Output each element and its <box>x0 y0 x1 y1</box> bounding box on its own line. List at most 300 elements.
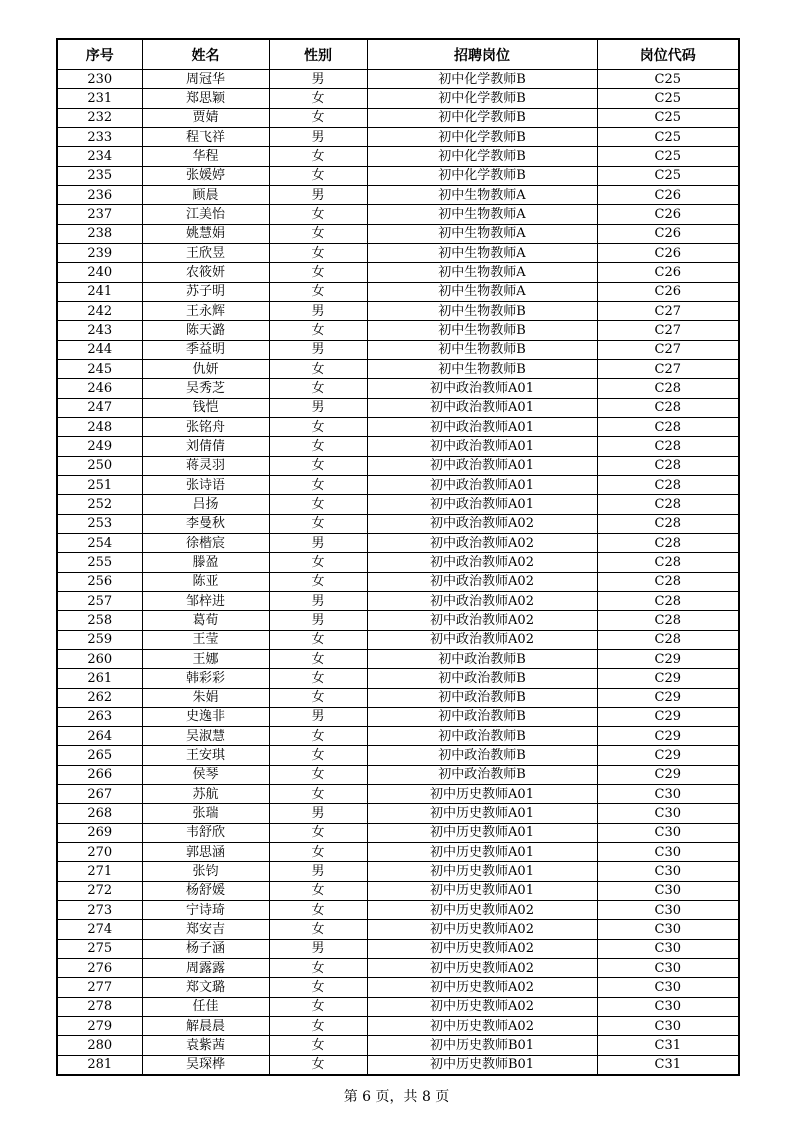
table-row <box>57 765 739 784</box>
table-row <box>57 727 739 746</box>
cell-gender: 男 <box>269 70 367 89</box>
cell-gender: 女 <box>269 901 367 920</box>
cell-position-code: C28 <box>597 533 739 552</box>
cell-gender: 女 <box>269 978 367 997</box>
cell-gender: 女 <box>269 1017 367 1036</box>
cell-gender: 女 <box>269 321 367 340</box>
cell-gender: 女 <box>269 997 367 1016</box>
cell-serial-number: 230 <box>57 70 142 89</box>
cell-serial-number: 280 <box>57 1036 142 1055</box>
header-serial-number: 序号 <box>57 39 142 70</box>
cell-serial-number: 263 <box>57 707 142 726</box>
table-row <box>57 185 739 204</box>
cell-name: 侯琴 <box>142 765 269 784</box>
cell-gender: 女 <box>269 282 367 301</box>
cell-name: 杨舒媛 <box>142 881 269 900</box>
cell-position-code: C28 <box>597 611 739 630</box>
cell-serial-number: 236 <box>57 185 142 204</box>
cell-name: 袁紫茜 <box>142 1036 269 1055</box>
header-name: 姓名 <box>142 39 269 70</box>
table-row <box>57 70 739 89</box>
cell-gender: 女 <box>269 417 367 436</box>
table-row <box>57 920 739 939</box>
cell-position: 初中生物教师B <box>367 340 597 359</box>
cell-position-code: C25 <box>597 89 739 108</box>
cell-position-code: C28 <box>597 495 739 514</box>
cell-serial-number: 246 <box>57 379 142 398</box>
cell-serial-number: 238 <box>57 224 142 243</box>
cell-position-code: C31 <box>597 1055 739 1075</box>
cell-serial-number: 251 <box>57 475 142 494</box>
cell-position-code: C25 <box>597 70 739 89</box>
table-row <box>57 688 739 707</box>
cell-name: 姚慧娟 <box>142 224 269 243</box>
cell-position: 初中化学教师B <box>367 127 597 146</box>
cell-position: 初中化学教师B <box>367 147 597 166</box>
cell-position-code: C30 <box>597 901 739 920</box>
table-row <box>57 611 739 630</box>
cell-gender: 男 <box>269 398 367 417</box>
cell-position: 初中政治教师A01 <box>367 417 597 436</box>
cell-position: 初中历史教师A02 <box>367 1017 597 1036</box>
cell-gender: 女 <box>269 1055 367 1075</box>
cell-name: 徐楷宸 <box>142 533 269 552</box>
table-row <box>57 901 739 920</box>
table-row <box>57 127 739 146</box>
cell-position-code: C29 <box>597 688 739 707</box>
cell-serial-number: 267 <box>57 785 142 804</box>
cell-name: 吴淑慧 <box>142 727 269 746</box>
cell-name: 郑安吉 <box>142 920 269 939</box>
cell-position: 初中历史教师A01 <box>367 862 597 881</box>
cell-position-code: C30 <box>597 959 739 978</box>
cell-gender: 女 <box>269 843 367 862</box>
cell-serial-number: 261 <box>57 669 142 688</box>
cell-name: 刘倩倩 <box>142 437 269 456</box>
table-row <box>57 243 739 262</box>
cell-name: 韩彩彩 <box>142 669 269 688</box>
cell-position-code: C30 <box>597 939 739 958</box>
cell-serial-number: 268 <box>57 804 142 823</box>
cell-position-code: C29 <box>597 649 739 668</box>
cell-name: 张媛婷 <box>142 166 269 185</box>
cell-position: 初中历史教师A01 <box>367 804 597 823</box>
cell-serial-number: 276 <box>57 959 142 978</box>
cell-serial-number: 266 <box>57 765 142 784</box>
cell-gender: 男 <box>269 591 367 610</box>
cell-serial-number: 262 <box>57 688 142 707</box>
table-row <box>57 881 739 900</box>
cell-serial-number: 258 <box>57 611 142 630</box>
table-row <box>57 301 739 320</box>
cell-name: 吴琛桦 <box>142 1055 269 1075</box>
cell-serial-number: 252 <box>57 495 142 514</box>
table-row <box>57 166 739 185</box>
cell-name: 吴秀芝 <box>142 379 269 398</box>
cell-serial-number: 281 <box>57 1055 142 1075</box>
cell-position: 初中政治教师B <box>367 669 597 688</box>
table-row <box>57 939 739 958</box>
table-row <box>57 959 739 978</box>
cell-gender: 女 <box>269 881 367 900</box>
cell-name: 张铭舟 <box>142 417 269 436</box>
cell-serial-number: 231 <box>57 89 142 108</box>
cell-name: 苏航 <box>142 785 269 804</box>
cell-position-code: C25 <box>597 127 739 146</box>
cell-serial-number: 255 <box>57 553 142 572</box>
header-gender: 性别 <box>269 39 367 70</box>
cell-gender: 女 <box>269 823 367 842</box>
cell-name: 史逸非 <box>142 707 269 726</box>
cell-serial-number: 245 <box>57 359 142 378</box>
table-row <box>57 379 739 398</box>
cell-position-code: C30 <box>597 862 739 881</box>
cell-gender: 女 <box>269 89 367 108</box>
candidate-table <box>56 38 740 1076</box>
cell-position-code: C28 <box>597 553 739 572</box>
cell-position-code: C26 <box>597 224 739 243</box>
cell-name: 华程 <box>142 147 269 166</box>
cell-position: 初中政治教师A01 <box>367 456 597 475</box>
cell-gender: 男 <box>269 185 367 204</box>
cell-serial-number: 273 <box>57 901 142 920</box>
cell-gender: 女 <box>269 437 367 456</box>
cell-name: 郑文璐 <box>142 978 269 997</box>
cell-position-code: C26 <box>597 243 739 262</box>
cell-gender: 女 <box>269 205 367 224</box>
table-row <box>57 224 739 243</box>
table-row <box>57 553 739 572</box>
cell-gender: 男 <box>269 862 367 881</box>
cell-serial-number: 265 <box>57 746 142 765</box>
cell-name: 季益明 <box>142 340 269 359</box>
cell-name: 蒋灵羽 <box>142 456 269 475</box>
table-row <box>57 321 739 340</box>
cell-position: 初中政治教师A02 <box>367 591 597 610</box>
cell-name: 周冠华 <box>142 70 269 89</box>
cell-position-code: C27 <box>597 340 739 359</box>
table-row <box>57 823 739 842</box>
cell-position: 初中历史教师A01 <box>367 785 597 804</box>
cell-serial-number: 249 <box>57 437 142 456</box>
table-row <box>57 978 739 997</box>
cell-position-code: C28 <box>597 398 739 417</box>
cell-serial-number: 248 <box>57 417 142 436</box>
cell-position-code: C30 <box>597 920 739 939</box>
cell-position: 初中政治教师A01 <box>367 475 597 494</box>
cell-gender: 女 <box>269 959 367 978</box>
cell-name: 王莹 <box>142 630 269 649</box>
table-body <box>57 70 739 1076</box>
table-row <box>57 707 739 726</box>
table-row <box>57 630 739 649</box>
cell-position-code: C27 <box>597 301 739 320</box>
table-row <box>57 862 739 881</box>
table-row <box>57 89 739 108</box>
cell-gender: 男 <box>269 707 367 726</box>
cell-serial-number: 274 <box>57 920 142 939</box>
table-row <box>57 495 739 514</box>
cell-position: 初中政治教师B <box>367 746 597 765</box>
cell-name: 陈亚 <box>142 572 269 591</box>
cell-name: 王欣昱 <box>142 243 269 262</box>
cell-position: 初中历史教师B01 <box>367 1055 597 1075</box>
table-row <box>57 514 739 533</box>
cell-position: 初中政治教师A02 <box>367 553 597 572</box>
cell-gender: 女 <box>269 649 367 668</box>
cell-position-code: C29 <box>597 707 739 726</box>
cell-serial-number: 244 <box>57 340 142 359</box>
cell-position: 初中政治教师A02 <box>367 533 597 552</box>
cell-serial-number: 254 <box>57 533 142 552</box>
cell-position-code: C28 <box>597 437 739 456</box>
cell-position-code: C30 <box>597 881 739 900</box>
cell-serial-number: 240 <box>57 263 142 282</box>
cell-gender: 女 <box>269 108 367 127</box>
cell-position-code: C29 <box>597 765 739 784</box>
cell-gender: 男 <box>269 340 367 359</box>
header-position: 招聘岗位 <box>367 39 597 70</box>
cell-name: 解晨晨 <box>142 1017 269 1036</box>
cell-serial-number: 269 <box>57 823 142 842</box>
cell-position: 初中历史教师A01 <box>367 881 597 900</box>
table-row <box>57 572 739 591</box>
cell-gender: 女 <box>269 359 367 378</box>
cell-position: 初中化学教师B <box>367 166 597 185</box>
cell-serial-number: 271 <box>57 862 142 881</box>
cell-name: 张诗语 <box>142 475 269 494</box>
cell-position-code: C25 <box>597 147 739 166</box>
cell-serial-number: 279 <box>57 1017 142 1036</box>
cell-position: 初中政治教师A02 <box>367 514 597 533</box>
cell-gender: 女 <box>269 785 367 804</box>
cell-serial-number: 232 <box>57 108 142 127</box>
cell-position: 初中历史教师A02 <box>367 959 597 978</box>
cell-position-code: C29 <box>597 727 739 746</box>
cell-position-code: C25 <box>597 108 739 127</box>
cell-gender: 女 <box>269 1036 367 1055</box>
cell-position-code: C30 <box>597 804 739 823</box>
cell-position-code: C28 <box>597 572 739 591</box>
cell-position-code: C28 <box>597 379 739 398</box>
cell-name: 韦舒欣 <box>142 823 269 842</box>
cell-gender: 男 <box>269 611 367 630</box>
table-row <box>57 669 739 688</box>
table-row <box>57 785 739 804</box>
table-row <box>57 746 739 765</box>
table-row <box>57 456 739 475</box>
table-row <box>57 205 739 224</box>
cell-position: 初中历史教师A01 <box>367 823 597 842</box>
cell-position-code: C28 <box>597 514 739 533</box>
cell-gender: 女 <box>269 514 367 533</box>
table-row <box>57 997 739 1016</box>
cell-name: 贾婧 <box>142 108 269 127</box>
cell-serial-number: 264 <box>57 727 142 746</box>
cell-serial-number: 243 <box>57 321 142 340</box>
cell-gender: 女 <box>269 166 367 185</box>
cell-serial-number: 241 <box>57 282 142 301</box>
cell-name: 苏子明 <box>142 282 269 301</box>
table-row <box>57 340 739 359</box>
cell-name: 吕扬 <box>142 495 269 514</box>
cell-position-code: C30 <box>597 978 739 997</box>
table-row <box>57 533 739 552</box>
cell-serial-number: 256 <box>57 572 142 591</box>
cell-position: 初中化学教师B <box>367 70 597 89</box>
cell-name: 滕盈 <box>142 553 269 572</box>
table-row <box>57 649 739 668</box>
cell-position: 初中政治教师B <box>367 727 597 746</box>
cell-position: 初中历史教师A02 <box>367 901 597 920</box>
table-row <box>57 475 739 494</box>
cell-position-code: C26 <box>597 263 739 282</box>
cell-gender: 女 <box>269 920 367 939</box>
cell-name: 郑思颖 <box>142 89 269 108</box>
cell-gender: 女 <box>269 456 367 475</box>
cell-position: 初中历史教师A02 <box>367 997 597 1016</box>
cell-position-code: C26 <box>597 185 739 204</box>
cell-name: 杨子涵 <box>142 939 269 958</box>
cell-position: 初中政治教师A02 <box>367 611 597 630</box>
cell-serial-number: 247 <box>57 398 142 417</box>
cell-gender: 女 <box>269 572 367 591</box>
cell-name: 王安琪 <box>142 746 269 765</box>
cell-position-code: C31 <box>597 1036 739 1055</box>
cell-position: 初中生物教师A <box>367 263 597 282</box>
cell-name: 王娜 <box>142 649 269 668</box>
table-row <box>57 591 739 610</box>
cell-position: 初中化学教师B <box>367 89 597 108</box>
table-row <box>57 108 739 127</box>
table-row <box>57 359 739 378</box>
table-row <box>57 147 739 166</box>
cell-serial-number: 235 <box>57 166 142 185</box>
cell-position: 初中历史教师B01 <box>367 1036 597 1055</box>
cell-position: 初中政治教师A01 <box>367 437 597 456</box>
cell-serial-number: 242 <box>57 301 142 320</box>
cell-name: 任佳 <box>142 997 269 1016</box>
table-row <box>57 843 739 862</box>
cell-position-code: C27 <box>597 359 739 378</box>
table-row <box>57 1036 739 1055</box>
cell-position: 初中政治教师A01 <box>367 495 597 514</box>
cell-name: 王永辉 <box>142 301 269 320</box>
cell-position-code: C29 <box>597 669 739 688</box>
header-position-code: 岗位代码 <box>597 39 739 70</box>
cell-name: 江美怡 <box>142 205 269 224</box>
cell-position-code: C26 <box>597 282 739 301</box>
table-row <box>57 1017 739 1036</box>
cell-position-code: C29 <box>597 746 739 765</box>
cell-gender: 男 <box>269 804 367 823</box>
cell-position: 初中生物教师A <box>367 205 597 224</box>
table-row <box>57 417 739 436</box>
cell-position: 初中历史教师A01 <box>367 843 597 862</box>
cell-position: 初中政治教师B <box>367 649 597 668</box>
cell-position: 初中政治教师A02 <box>367 572 597 591</box>
cell-serial-number: 233 <box>57 127 142 146</box>
cell-gender: 女 <box>269 553 367 572</box>
cell-serial-number: 278 <box>57 997 142 1016</box>
cell-position: 初中历史教师A02 <box>367 978 597 997</box>
cell-position-code: C30 <box>597 823 739 842</box>
cell-position-code: C28 <box>597 591 739 610</box>
cell-name: 农筱妍 <box>142 263 269 282</box>
cell-gender: 男 <box>269 127 367 146</box>
cell-serial-number: 275 <box>57 939 142 958</box>
cell-position: 初中政治教师A01 <box>367 398 597 417</box>
cell-gender: 女 <box>269 765 367 784</box>
cell-gender: 女 <box>269 379 367 398</box>
cell-serial-number: 239 <box>57 243 142 262</box>
cell-serial-number: 259 <box>57 630 142 649</box>
cell-position: 初中生物教师A <box>367 243 597 262</box>
cell-serial-number: 277 <box>57 978 142 997</box>
cell-position-code: C25 <box>597 166 739 185</box>
cell-gender: 女 <box>269 263 367 282</box>
cell-gender: 女 <box>269 224 367 243</box>
cell-name: 李曼秋 <box>142 514 269 533</box>
cell-position: 初中政治教师B <box>367 765 597 784</box>
cell-gender: 女 <box>269 495 367 514</box>
cell-gender: 女 <box>269 746 367 765</box>
cell-name: 仇妍 <box>142 359 269 378</box>
page-footer: 第 6 页，共 8 页 <box>343 1089 450 1105</box>
cell-name: 葛荀 <box>142 611 269 630</box>
cell-serial-number: 257 <box>57 591 142 610</box>
cell-name: 周露露 <box>142 959 269 978</box>
cell-gender: 女 <box>269 147 367 166</box>
cell-position: 初中生物教师B <box>367 321 597 340</box>
cell-position: 初中历史教师A02 <box>367 939 597 958</box>
cell-position: 初中生物教师A <box>367 185 597 204</box>
cell-position-code: C28 <box>597 630 739 649</box>
cell-position: 初中政治教师B <box>367 707 597 726</box>
cell-position-code: C30 <box>597 785 739 804</box>
cell-position: 初中政治教师B <box>367 688 597 707</box>
cell-name: 陈天潞 <box>142 321 269 340</box>
cell-position-code: C30 <box>597 1017 739 1036</box>
table-header-row <box>57 39 739 70</box>
cell-position: 初中生物教师A <box>367 282 597 301</box>
cell-position-code: C30 <box>597 997 739 1016</box>
table-row <box>57 263 739 282</box>
table-row <box>57 437 739 456</box>
table-row <box>57 1055 739 1075</box>
cell-position: 初中政治教师A02 <box>367 630 597 649</box>
cell-position: 初中历史教师A02 <box>367 920 597 939</box>
cell-position-code: C30 <box>597 843 739 862</box>
cell-name: 郭思涵 <box>142 843 269 862</box>
cell-name: 邹梓进 <box>142 591 269 610</box>
cell-position: 初中生物教师A <box>367 224 597 243</box>
cell-gender: 女 <box>269 243 367 262</box>
cell-gender: 女 <box>269 475 367 494</box>
cell-position-code: C28 <box>597 417 739 436</box>
cell-gender: 男 <box>269 301 367 320</box>
table-row <box>57 804 739 823</box>
cell-position-code: C28 <box>597 456 739 475</box>
cell-gender: 女 <box>269 630 367 649</box>
cell-name: 钱恺 <box>142 398 269 417</box>
cell-gender: 女 <box>269 688 367 707</box>
cell-name: 程飞祥 <box>142 127 269 146</box>
cell-serial-number: 260 <box>57 649 142 668</box>
table-row <box>57 398 739 417</box>
cell-name: 张瑞 <box>142 804 269 823</box>
cell-serial-number: 237 <box>57 205 142 224</box>
